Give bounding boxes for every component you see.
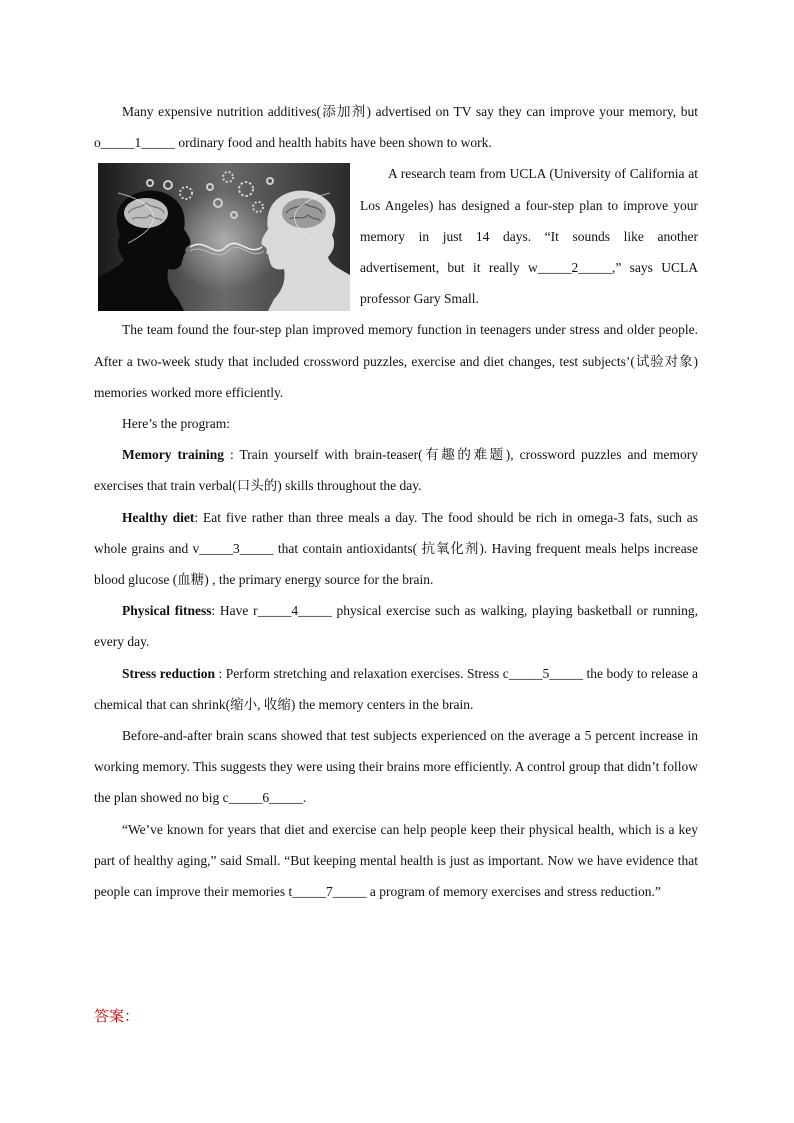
item-text: : Have r_____4_____ physical exercise such as walking, playing basketball or running, every day.: [94, 603, 698, 650]
item-text: : Eat five rather than three meals a day. The food should be rich in omega-3 fats, such as whole grains and v_____3_____ that contain antioxidants( 抗氧化剂). Having frequent meals helps increase blood glucose (血糖) , the primary energy source for the brain.: [94, 509, 699, 588]
item-heading: Physical fitness: [122, 603, 212, 619]
paragraph-5: Before-and-after brain scans showed that test subjects experienced on the average a 5 percent increase in working memory. This suggests they were using their brains more efficiently. A control group that didn’t follow the plan showed no big c_____6_____.: [94, 728, 698, 806]
article: [94, 96, 698, 907]
brain-heads-image: [98, 163, 350, 311]
program-item-physical-fitness: [94, 595, 698, 657]
program-item-memory-training: [94, 439, 698, 501]
paragraph-2: A research team from UCLA (University of California at Los Angeles) has designed a four-step plan to improve your memory in just 14 days. “It sounds like another advertisement, but it really w_____2_____,” says UCLA professor Gary Small.: [360, 166, 698, 307]
figure-block: [94, 158, 698, 314]
item-heading: Healthy diet: [122, 509, 195, 525]
item-text: : Train yourself with brain-teaser(有趣的难题), crossword puzzles and memory exercises that train verbal(口头的) skills throughout the day.: [94, 447, 698, 494]
item-heading: Stress reduction: [122, 665, 216, 681]
paragraph-3: The team found the four-step plan improved memory function in teenagers under stress and older people. After a two-week study that included crossword puzzles, exercise and diet changes, test subjects’(试验对象) memories worked more efficiently.: [94, 322, 698, 400]
paragraph-1: Many expensive nutrition additives(添加剂) advertised on TV say they can improve your memory, but o_____1_____ ordinary food and health habits have been shown to work.: [94, 104, 698, 151]
item-text: : Perform stretching and relaxation exercises. Stress c_____5_____ the body to release a chemical that can shrink(缩小, 收缩) the memory centers in the brain.: [94, 665, 698, 712]
program-item-stress-reduction: [94, 658, 698, 720]
answer-label: 答案：: [94, 1007, 140, 1025]
item-heading: Memory training: [122, 447, 224, 463]
paragraph-6: “We’ve known for years that diet and exercise can help people keep their physical health, which is a key part of healthy aging,” said Small. “But keeping mental health is just as important. Now we have evidence that people can improve their memories t_____7_____ a program of memory exercises and stress reduction.”: [94, 821, 698, 900]
program-item-healthy-diet: [94, 502, 698, 596]
paragraph-4: Here’s the program:: [122, 416, 230, 432]
